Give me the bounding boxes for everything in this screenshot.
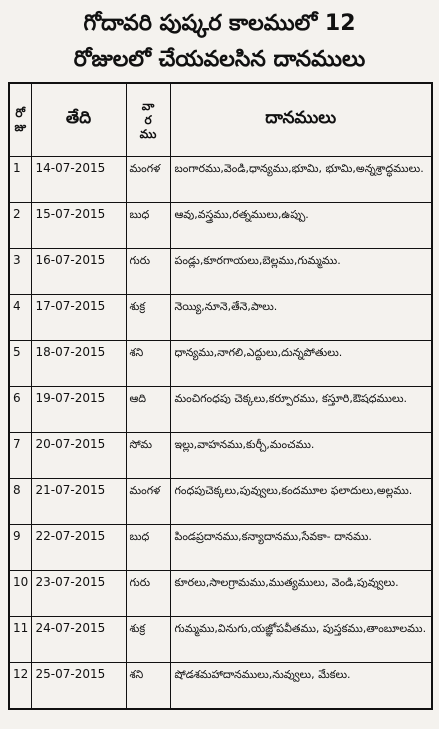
row-number: 12 [9, 663, 31, 710]
row-date: 16-07-2015 [31, 249, 126, 295]
row-date: 20-07-2015 [31, 433, 126, 479]
row-date: 14-07-2015 [31, 157, 126, 203]
row-donations: కూరలు,సాలగ్రామము,ముత్యములు, వెండి,పువ్వులు. [170, 571, 432, 617]
row-weekday: మంగళ [126, 157, 170, 203]
header-date: తేది [31, 83, 126, 157]
table-row [9, 249, 432, 295]
header-day-number: రో జు [9, 83, 31, 157]
row-weekday: శని [126, 663, 170, 710]
row-donations: గంధపుచెక్కలు,పువ్వులు,కందమూల ఫలాదులు,అల్లము. [170, 479, 432, 525]
row-number: 7 [9, 433, 31, 479]
table-header-row [9, 83, 432, 157]
table-row [9, 387, 432, 433]
row-date: 24-07-2015 [31, 617, 126, 663]
title-line-1: గోదావరి పుష్కర కాలములో 12 [83, 11, 356, 36]
row-donations: పిండప్రదానము,కన్యాదానము,సేవకా- దానము. [170, 525, 432, 571]
document-title [8, 4, 431, 82]
row-number: 1 [9, 157, 31, 203]
row-weekday: గురు [126, 249, 170, 295]
table-row [9, 157, 432, 203]
table-row [9, 341, 432, 387]
table-row [9, 571, 432, 617]
row-number: 9 [9, 525, 31, 571]
table-row [9, 295, 432, 341]
row-number: 2 [9, 203, 31, 249]
header-weekday: వా ర ము [126, 83, 170, 157]
row-weekday: సోమ [126, 433, 170, 479]
row-date: 15-07-2015 [31, 203, 126, 249]
table-row [9, 203, 432, 249]
row-donations: బంగారము,వెండి,ధాన్యము,భూమి, భూమి,అన్నశ్రాద్ధములు. [170, 157, 432, 203]
row-weekday: బుధ [126, 203, 170, 249]
table-row [9, 525, 432, 571]
donations-table [8, 82, 433, 710]
row-donations: ఇల్లు,వాహనము,కుర్చీ,మంచము. [170, 433, 432, 479]
table-row [9, 433, 432, 479]
row-donations: ఆవు,వస్త్రము,రత్నములు,ఉప్పు. [170, 203, 432, 249]
row-date: 25-07-2015 [31, 663, 126, 710]
title-line-2: రోజులలో చేయవలసిన దానములు [73, 47, 366, 72]
row-date: 19-07-2015 [31, 387, 126, 433]
row-weekday: మంగళ [126, 479, 170, 525]
row-date: 17-07-2015 [31, 295, 126, 341]
row-weekday: గురు [126, 571, 170, 617]
row-date: 22-07-2015 [31, 525, 126, 571]
header-donations: దానములు [170, 83, 432, 157]
row-number: 5 [9, 341, 31, 387]
row-weekday: ఆది [126, 387, 170, 433]
row-weekday: బుధ [126, 525, 170, 571]
row-date: 23-07-2015 [31, 571, 126, 617]
table-row [9, 663, 432, 710]
row-number: 6 [9, 387, 31, 433]
row-number: 3 [9, 249, 31, 295]
row-donations: పండ్లు,కూరగాయలు,బెల్లము,గుమ్మము. [170, 249, 432, 295]
row-donations: ధాన్యము,నాగలి,ఎద్దులు,దున్నపోతులు. [170, 341, 432, 387]
row-donations: గుమ్మము,వినుగు,యజ్ఞోపవీతము, పుస్తకము,తాంబూలము. [170, 617, 432, 663]
row-number: 11 [9, 617, 31, 663]
row-donations: నెయ్యి,నూనె,తేనె,పాలు. [170, 295, 432, 341]
table-row [9, 617, 432, 663]
row-weekday: శని [126, 341, 170, 387]
row-number: 10 [9, 571, 31, 617]
document-page [8, 4, 431, 724]
row-weekday: శుక్ర [126, 295, 170, 341]
row-donations: మంచిగంధపు చెక్కలు,కర్పూరము, కస్తూరి,ఔషధములు. [170, 387, 432, 433]
row-donations: షోడశమహాదానములు,నువ్వులు, మేకలు. [170, 663, 432, 710]
row-weekday: శుక్ర [126, 617, 170, 663]
row-number: 4 [9, 295, 31, 341]
row-date: 18-07-2015 [31, 341, 126, 387]
table-row [9, 479, 432, 525]
row-number: 8 [9, 479, 31, 525]
row-date: 21-07-2015 [31, 479, 126, 525]
